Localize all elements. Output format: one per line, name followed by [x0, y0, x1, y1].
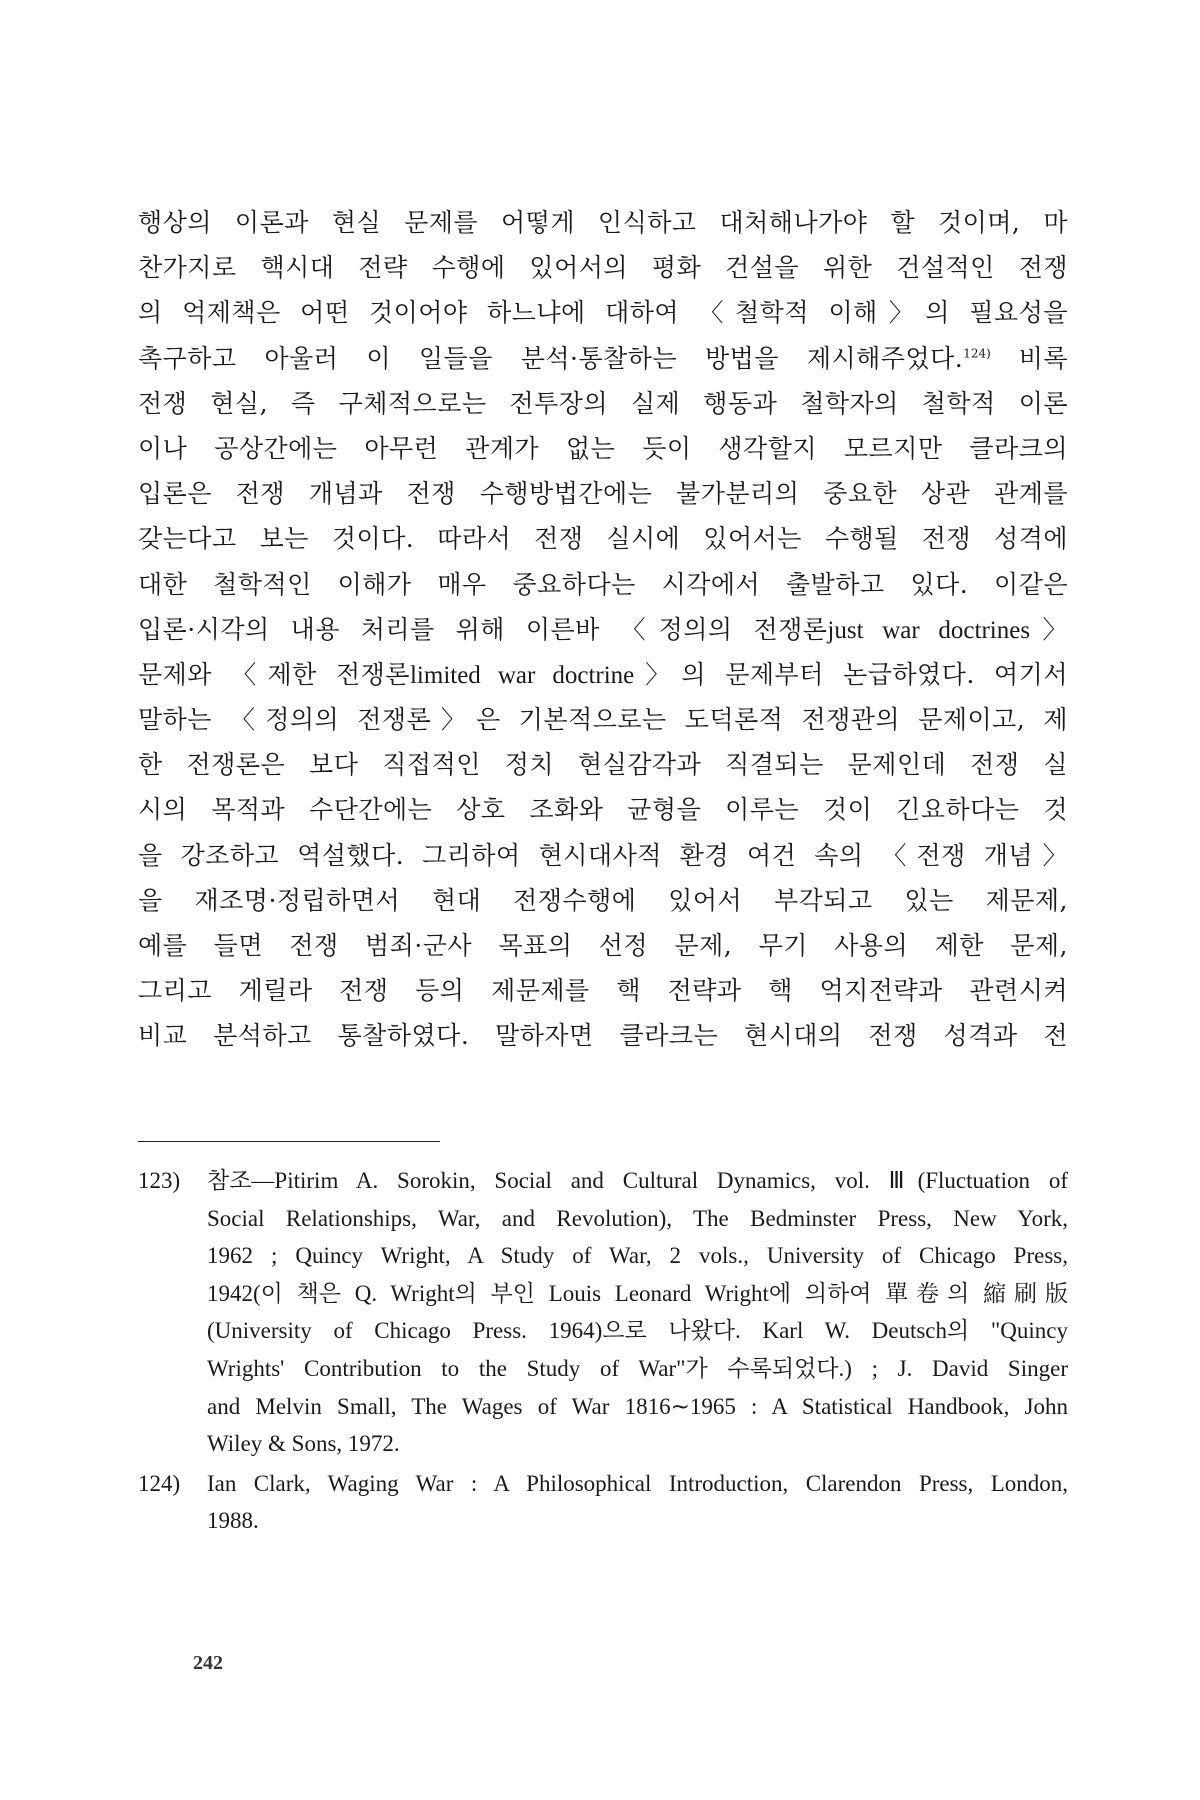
body-line: 대한 철학적인 이해가 매우 중요하다는 시각에서 출발하고 있다. 이같은 [138, 569, 1068, 599]
footnote-line: 1942(이 책은 Q. Wright의 부인 Louis Leonard Wright에 의하여 單卷의 縮刷版 [207, 1280, 1068, 1306]
body-line-text: 입론·시각의 내용 처리를 위해 이른바 〈정의의 전쟁론 [138, 614, 828, 644]
footnote-line: 1988. [207, 1508, 259, 1534]
body-line [138, 607, 1068, 652]
footnote-number: 123) [138, 1168, 181, 1193]
footnote-123 [138, 1162, 1068, 1463]
footnote-line: and Melvin Small, The Wages of War 1816∼1965 : A Statistical Handbook, John [207, 1393, 1068, 1419]
footnote-line: (University of Chicago Press. 1964)으로 나왔다. Karl W. Deutsch의 "Quincy [207, 1318, 1068, 1344]
body-line-tail: 〉 [1030, 614, 1069, 644]
body-text [138, 200, 1068, 1059]
footnote-line: 1962 ; Quincy Wright, A Study of War, 2 vols., University of Chicago Press, [207, 1243, 1068, 1269]
footnote-line: 참조—Pitirim A. Sorokin, Social and Cultural Dynamics, vol. Ⅲ(Fluctuation of [207, 1168, 1068, 1193]
footnote-reference: 124) [963, 346, 991, 361]
footnote-line: Social Relationships, War, and Revolution), The Bedminster Press, New York, [207, 1205, 1068, 1231]
body-line: 을 재조명·정립하면서 현대 전쟁수행에 있어서 부각되고 있는 제문제, [138, 885, 1068, 915]
footnote-124 [138, 1465, 1068, 1540]
body-line: 찬가지로 핵시대 전략 수행에 있어서의 평화 건설을 위한 건설적인 전쟁 [138, 253, 1068, 283]
footnote-divider [138, 1141, 440, 1142]
body-line: 전쟁 현실, 즉 구체적으로는 전투장의 실제 행동과 철학자의 철학적 이론 [138, 388, 1068, 418]
body-line: 을 강조하고 역설했다. 그리하여 현시대사적 환경 여건 속의 〈전쟁 개념〉 [138, 840, 1068, 870]
body-line: 행상의 이론과 현실 문제를 어떻게 인식하고 대처해나가야 할 것이며, 마 [138, 208, 1068, 237]
body-line: 비교 분석하고 통찰하였다. 말하자면 클라크는 현시대의 전쟁 성격과 전 [138, 1021, 1068, 1051]
body-line: 한 전쟁론은 보다 직접적인 정치 현실감각과 직결되는 문제인데 전쟁 실 [138, 750, 1068, 780]
body-line: 입론은 전쟁 개념과 전쟁 수행방법간에는 불가분리의 중요한 상관 관계를 [138, 479, 1068, 509]
footnotes [138, 1162, 1068, 1542]
body-line [138, 652, 1068, 697]
body-line: 갖는다고 보는 것이다. 따라서 전쟁 실시에 있어서는 수행될 전쟁 성격에 [138, 524, 1068, 554]
footnote-text [207, 1162, 1068, 1463]
footnote-line: Ian Clark, Waging War : A Philosophical Introduction, Clarendon Press, London, [207, 1470, 1068, 1496]
body-line [138, 336, 1068, 381]
body-line: 시의 목적과 수단간에는 상호 조화와 균형을 이루는 것이 긴요하다는 것 [138, 795, 1068, 825]
body-line: 의 억제책은 어떤 것이어야 하느냐에 대하여 〈철학적 이해〉의 필요성을 [138, 298, 1068, 328]
latin-term: limited war doctrine [409, 661, 635, 689]
page-number: 242 [193, 1652, 223, 1674]
body-line-tail: 〉의 문제부터 논급하였다. 여기서 [634, 659, 1068, 689]
latin-term: just war doctrines [827, 616, 1031, 644]
footnote-line: Wiley & Sons, 1972. [207, 1431, 400, 1457]
body-line: 그리고 게릴라 전쟁 등의 제문제를 핵 전략과 핵 억지전략과 관련시켜 [138, 976, 1068, 1006]
footnote-number: 124) [138, 1470, 181, 1496]
footnote-line: Wrights' Contribution to the Study of War"가 수록되었다.) ; J. David Singer [207, 1355, 1068, 1381]
body-line-tail: 비록 [990, 343, 1068, 373]
body-line-text: 촉구하고 아울러 이 일들을 분석·통찰하는 방법을 제시해주었다. [138, 343, 964, 373]
footnote-text [207, 1465, 1068, 1540]
body-line: 이나 공상간에는 아무런 관계가 없는 듯이 생각할지 모르지만 클라크의 [138, 433, 1068, 463]
body-line: 말하는 〈정의의 전쟁론〉은 기본적으로는 도덕론적 전쟁관의 문제이고, 제 [138, 705, 1068, 735]
body-line: 예를 들면 전쟁 범죄·군사 목표의 선정 문제, 무기 사용의 제한 문제, [138, 931, 1068, 960]
body-line-text: 문제와 〈제한 전쟁론 [138, 659, 410, 689]
